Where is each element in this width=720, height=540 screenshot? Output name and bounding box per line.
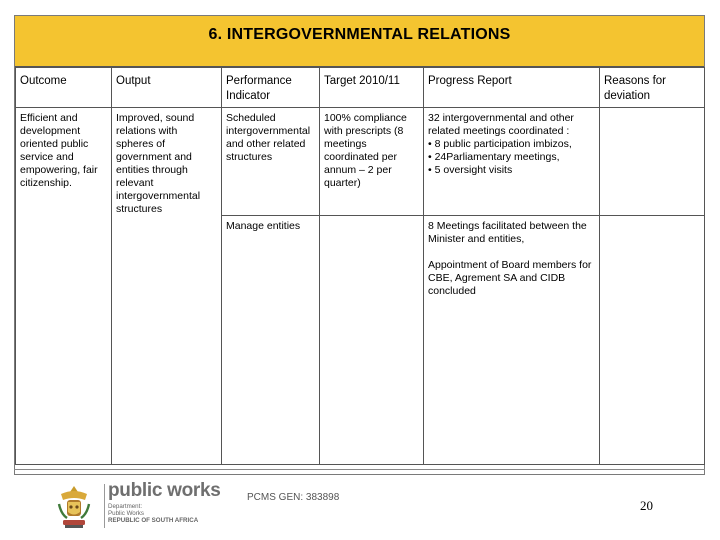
progress-intro: 32 intergovernmental and other related meetings coordinated : <box>428 112 574 137</box>
cell-output: Improved, sound relations with spheres of government and entities through relevant intergovernmental structures <box>112 108 222 465</box>
table-header-row <box>16 68 705 108</box>
progress-bullet: • 24Parliamentary meetings, <box>428 151 560 163</box>
page-number: 20 <box>640 498 653 513</box>
cell-indicator: Scheduled intergovernmental and other related structures <box>222 108 320 216</box>
progress-bullet: • 8 public participation imbizos, <box>428 138 572 150</box>
header-performance-indicator: Performance Indicator <box>222 68 320 108</box>
logo-title: public works <box>108 480 221 501</box>
logo-line: Department: <box>108 503 143 510</box>
footer-divider <box>14 469 705 470</box>
logo-line: REPUBLIC OF SOUTH AFRICA <box>108 517 199 524</box>
document-reference: PCMS GEN: 383898 <box>247 492 340 503</box>
coat-of-arms-icon <box>55 484 93 530</box>
logo-line: Public Works <box>108 510 144 517</box>
cell-progress-report <box>424 216 600 465</box>
cell-progress-report <box>424 108 600 216</box>
table-row <box>16 108 705 216</box>
title-banner <box>15 16 704 67</box>
progress-paragraph: 8 Meetings facilitated between the Minister and entities, <box>428 220 587 245</box>
header-outcome: Outcome <box>16 68 112 108</box>
cell-target <box>320 216 424 465</box>
header-progress-report: Progress Report <box>424 68 600 108</box>
header-reasons-for-deviation: Reasons for deviation <box>600 68 705 108</box>
footer <box>0 476 720 540</box>
progress-bullet: • 5 oversight visits <box>428 164 513 176</box>
logo-subtitle <box>108 503 208 524</box>
slide-title: 6. INTERGOVERNMENTAL RELATIONS <box>208 26 511 43</box>
logo-divider <box>104 484 105 528</box>
header-target: Target 2010/11 <box>320 68 424 108</box>
header-output: Output <box>112 68 222 108</box>
performance-table <box>15 67 705 465</box>
progress-paragraph: Appointment of Board members for CBE, Agrement SA and CIDB concluded <box>428 259 592 297</box>
cell-reasons <box>600 216 705 465</box>
cell-outcome: Efficient and development oriented public service and empowering, fair citizenship. <box>16 108 112 465</box>
cell-target: 100% compliance with prescripts (8 meetings coordinated per annum – 2 per quarter) <box>320 108 424 216</box>
cell-indicator: Manage entities <box>222 216 320 465</box>
cell-reasons <box>600 108 705 216</box>
